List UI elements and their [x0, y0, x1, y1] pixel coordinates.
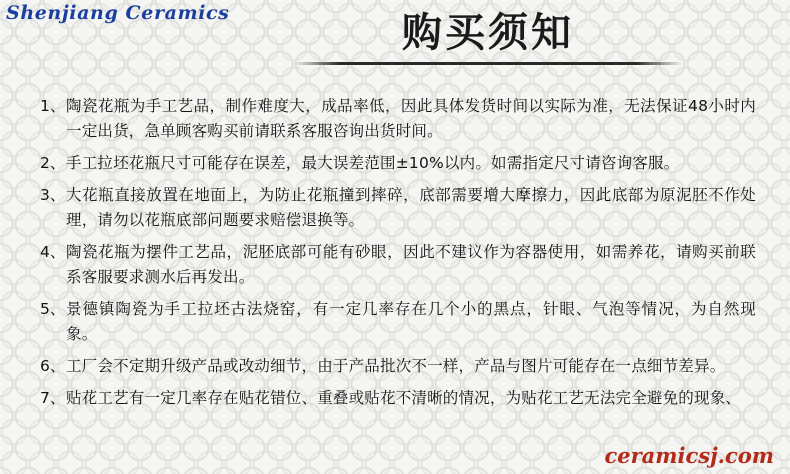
- list-item-text: 手工拉坯花瓶尺寸可能存在误差，最大误差范围±10%以内。如需指定尺寸请咨询客服。: [66, 154, 680, 172]
- list-item: [40, 297, 756, 347]
- list-item-text: 贴花工艺有一定几率存在贴花错位、重叠或贴花不清晰的情况，为贴花工艺无法完全避免的现象、: [66, 389, 742, 407]
- list-item: [40, 151, 756, 176]
- list-item: [40, 183, 756, 233]
- list-item-number: 5、: [40, 300, 66, 318]
- page-title-block: [278, 6, 698, 65]
- list-item: [40, 354, 756, 379]
- list-item-number: 1、: [40, 97, 66, 115]
- list-item-number: 3、: [40, 186, 66, 204]
- notice-list: [40, 94, 756, 418]
- list-item: [40, 386, 756, 411]
- list-item-text: 工厂会不定期升级产品或改动细节，由于产品批次不一样，产品与图片可能存在一点细节差异。: [66, 357, 726, 375]
- list-item-number: 6、: [40, 357, 66, 375]
- page-title: 购买须知: [402, 10, 574, 56]
- list-item-text: 陶瓷花瓶为手工艺品，制作难度大，成品率低，因此具体发货时间以实际为准，无法保证48小时内一定出货，急单顾客购买前请联系客服咨询出货时间。: [66, 97, 756, 140]
- list-item-number: 2、: [40, 154, 66, 172]
- list-item-number: 4、: [40, 243, 66, 261]
- brand-logo: Shenjiang Ceramics: [6, 2, 230, 24]
- list-item-number: 7、: [40, 389, 66, 407]
- title-divider: [293, 62, 683, 65]
- list-item: [40, 240, 756, 290]
- list-item-text: 景德镇陶瓷为手工拉坯古法烧窑，有一定几率存在几个小的黑点，针眼、气泡等情况，为自然现象。: [66, 300, 756, 343]
- list-item-text: 大花瓶直接放置在地面上，为防止花瓶撞到摔碎，底部需要增大摩擦力，因此底部为原泥胚不作处理，请勿以花瓶底部问题要求赔偿退换等。: [66, 186, 756, 229]
- list-item-text: 陶瓷花瓶为摆件工艺品，泥胚底部可能有砂眼，因此不建议作为容器使用，如需养花，请购买前联系客服要求测水后再发出。: [66, 243, 756, 286]
- list-item: [40, 94, 756, 144]
- site-url: ceramicsj.com: [604, 443, 774, 468]
